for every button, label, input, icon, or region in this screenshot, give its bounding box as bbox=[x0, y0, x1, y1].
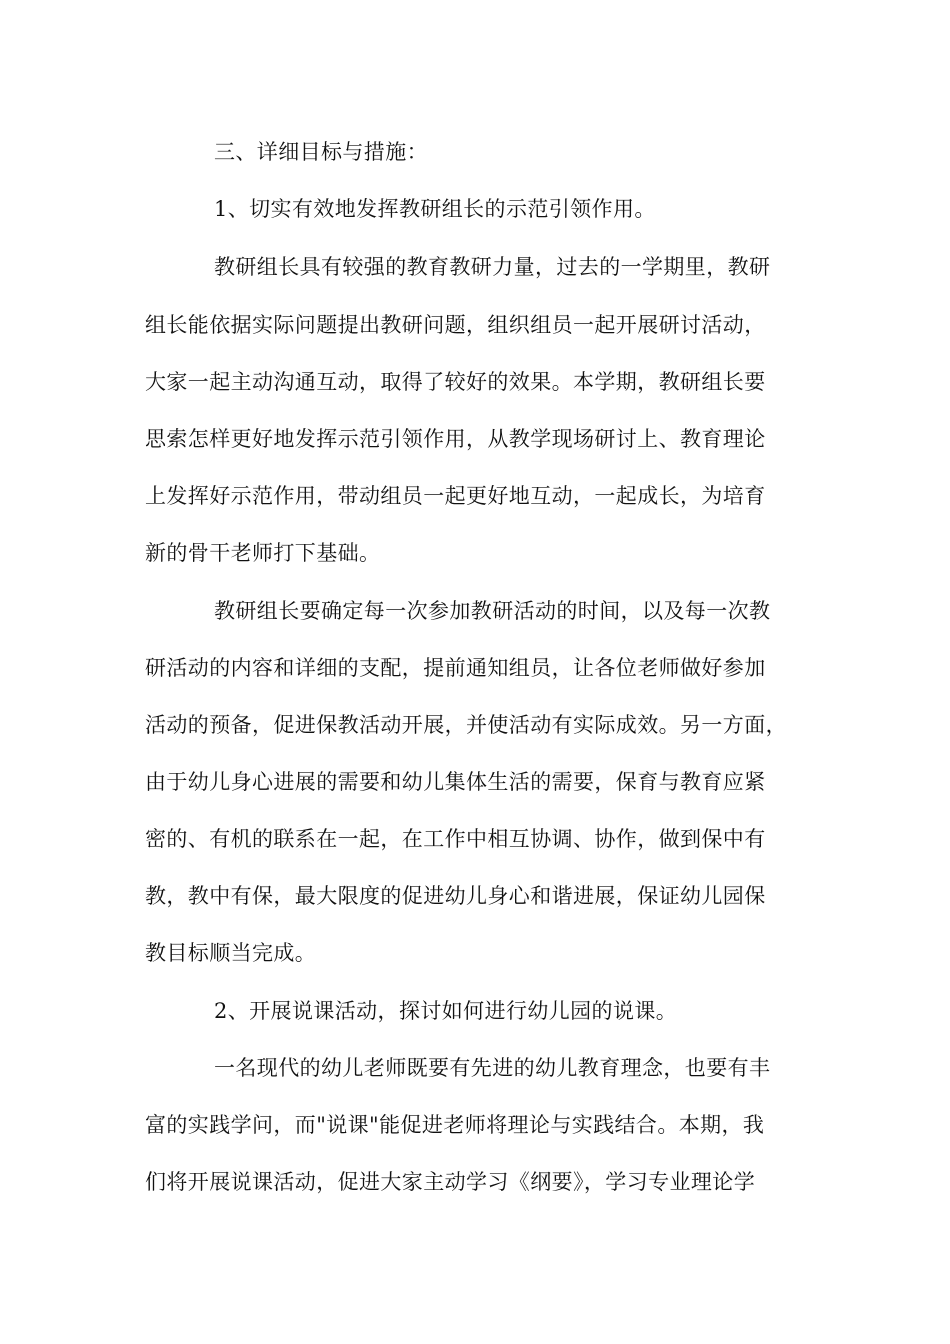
para3-line-1: 一名现代的幼儿老师既要有先进的幼儿教育理念，也要有丰 bbox=[214, 1056, 771, 1080]
para1-line-4: 思索怎样更好地发挥示范引领作用，从教学现场研讨上、教育理论 bbox=[145, 427, 766, 451]
section-heading: 三、详细目标与措施： bbox=[214, 140, 428, 164]
para1-line-1: 教研组长具有较强的教育教研力量，过去的一学期里，教研 bbox=[214, 255, 771, 279]
para2-line-3: 活动的预备，促进保教活动开展，并使活动有实际成效。另一方面， bbox=[145, 713, 787, 737]
para1-line-6: 新的骨干老师打下基础。 bbox=[145, 541, 381, 565]
para2-line-2: 研活动的内容和详细的支配，提前通知组员，让各位老师做好参加 bbox=[145, 656, 766, 680]
para1-line-2: 组长能依据实际问题提出教研问题，组织组员一起开展研讨活动， bbox=[145, 313, 766, 337]
para2-line-5: 密的、有机的联系在一起，在工作中相互协调、协作，做到保中有 bbox=[145, 827, 766, 851]
para2-line-1: 教研组长要确定每一次参加教研活动的时间，以及每一次教 bbox=[214, 599, 771, 623]
item-2-title: 2、开展说课活动，探讨如何进行幼儿园的说课。 bbox=[214, 999, 678, 1023]
para2-line-7: 教目标顺当完成。 bbox=[145, 941, 317, 965]
para1-line-5: 上发挥好示范作用，带动组员一起更好地互动，一起成长，为培育 bbox=[145, 484, 766, 508]
para2-line-4: 由于幼儿身心进展的需要和幼儿集体生活的需要，保育与教育应紧 bbox=[145, 770, 766, 794]
para3-line-3: 们将开展说课活动，促进大家主动学习《纲要》，学习专业理论学 bbox=[145, 1170, 756, 1194]
item-1-title: 1、切实有效地发挥教研组长的示范引领作用。 bbox=[214, 197, 656, 221]
para1-line-3: 大家一起主动沟通互动，取得了较好的效果。本学期，教研组长要 bbox=[145, 370, 766, 394]
para3-line-2: 富的实践学问，而"说课"能促进老师将理论与实践结合。本期，我 bbox=[145, 1113, 765, 1137]
para2-line-6: 教，教中有保，最大限度的促进幼儿身心和谐进展，保证幼儿园保 bbox=[145, 884, 766, 908]
